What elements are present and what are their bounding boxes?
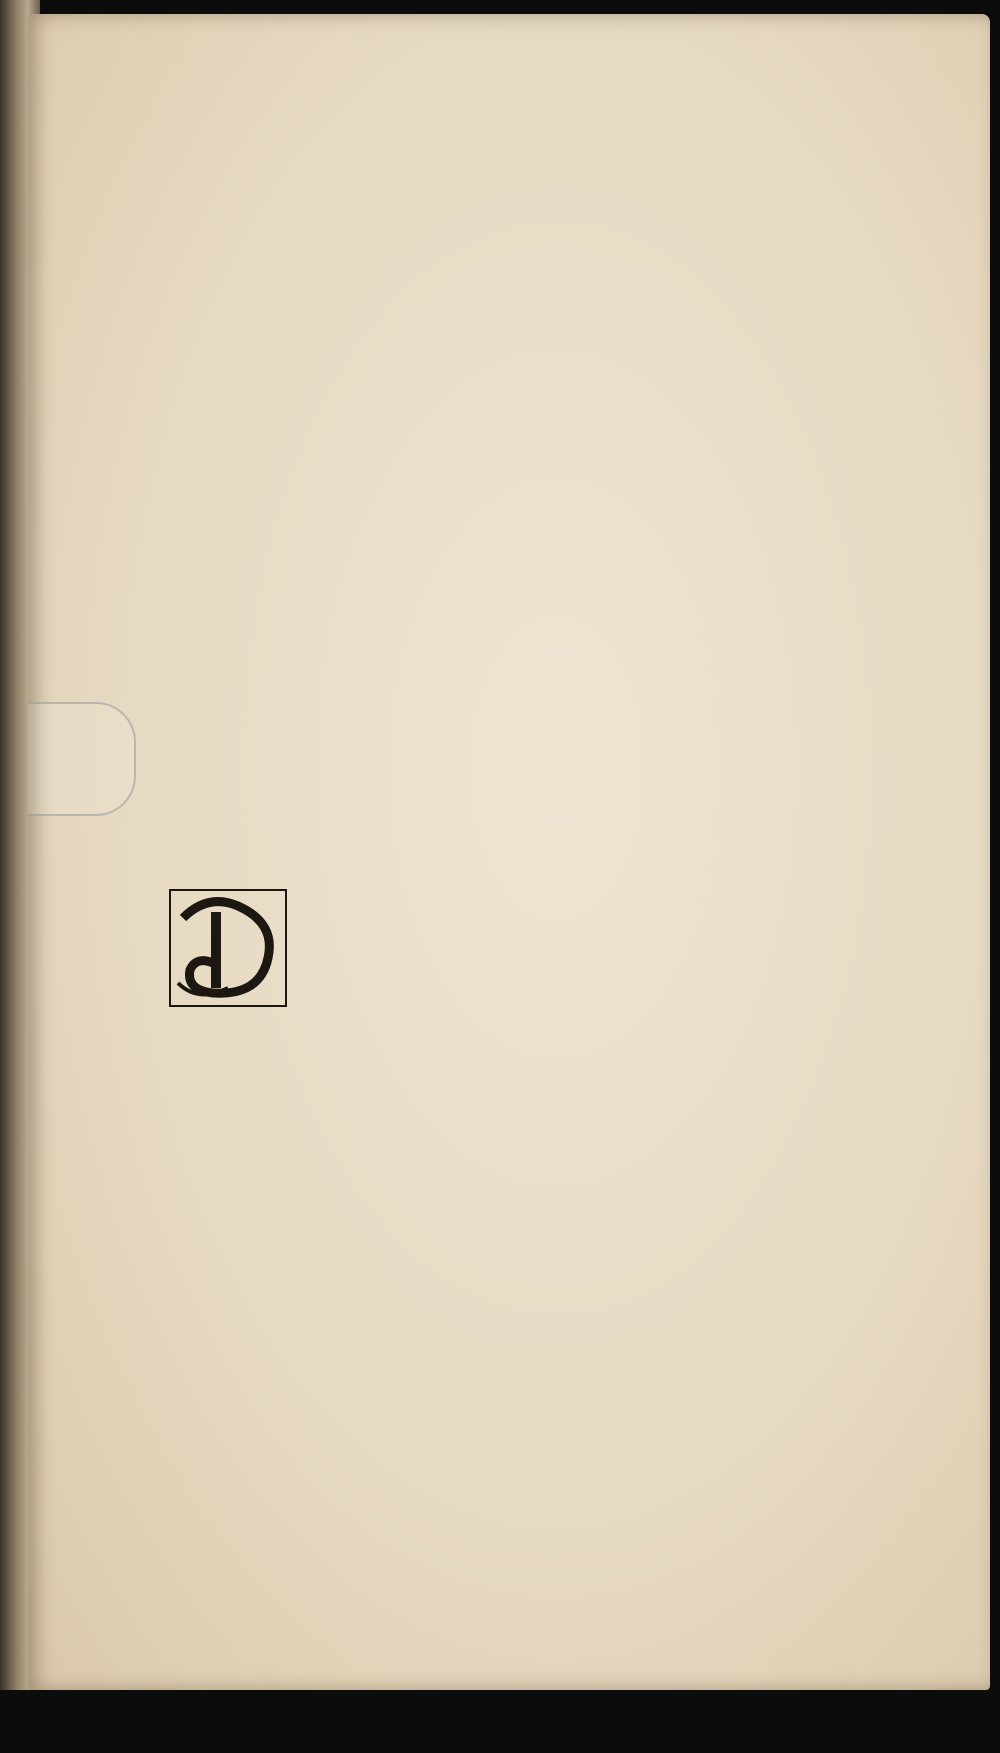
page-clip — [28, 702, 136, 816]
book-page — [28, 14, 990, 1690]
decorated-initial-d — [168, 888, 288, 1008]
